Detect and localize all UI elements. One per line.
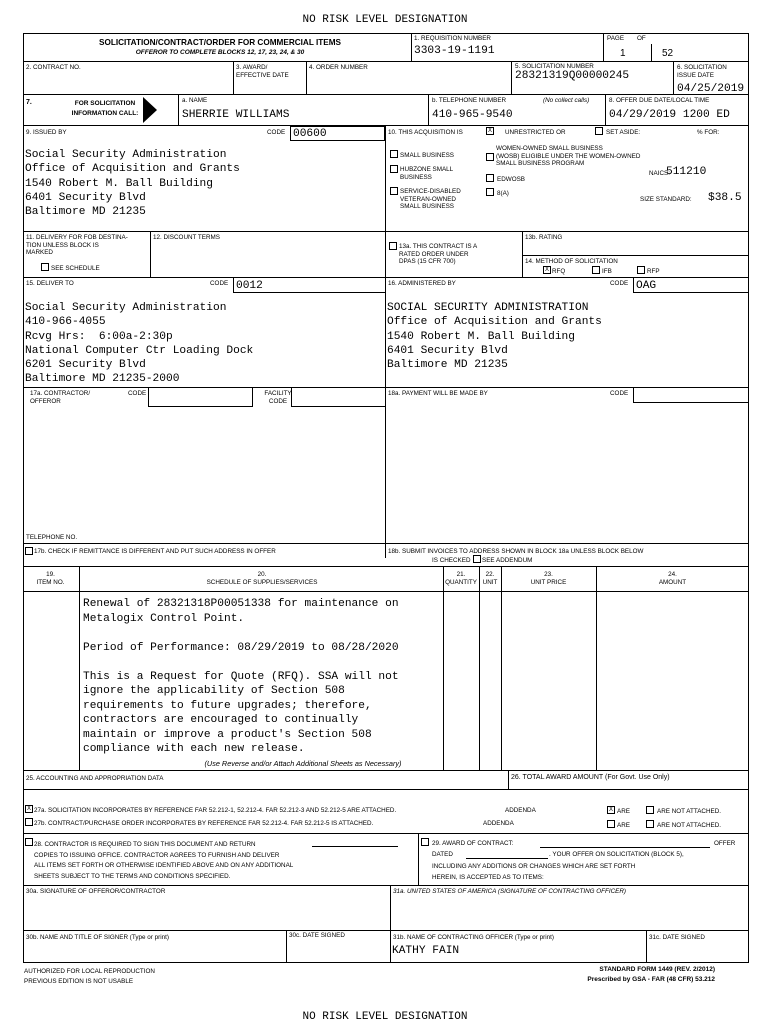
solicitation-date-label: 6. SOLICITATION ISSUE DATE (677, 64, 727, 79)
27b-addenda: ADDENDA (483, 820, 514, 827)
use-reverse-note: (Use Reverse and/or Attach Additional Sheets as Necessary) (204, 759, 402, 768)
administered-by-label: 16. ADMINISTERED BY (388, 280, 456, 287)
form-subtitle: OFFEROR TO COMPLETE BLOCKS 12, 17, 23, 24, & 30 (135, 49, 305, 56)
administered-by-address: SOCIAL SECURITY ADMINISTRATION Office of Acquisition and Grants 1540 Robert M. Ball Building 6401 Security Blvd Baltimore MD 21235 (387, 302, 602, 372)
31a-label: 31a. UNITED STATES OF AMERICA (SIGNATURE OF CONTRACTING OFFICER) (393, 888, 627, 895)
admin-code: OAG (636, 280, 657, 292)
27b-are-label: ARE (617, 822, 630, 829)
solicitation-number-label: 5. SOLICITATION NUMBER (515, 63, 594, 70)
see-addendum-checkbox[interactable] (473, 555, 481, 563)
size-standard: $38.5 (708, 192, 742, 204)
unrestricted-checkbox[interactable]: X (487, 128, 492, 134)
col-amount: 24. AMOUNT (658, 571, 687, 586)
issued-code-label: CODE (267, 129, 286, 136)
accounting-label: 25. ACCOUNTING AND APPROPRIATION DATA (26, 775, 164, 782)
arrow-right-icon (143, 97, 157, 123)
payment-code-label: CODE (610, 390, 629, 397)
hubzone-checkbox[interactable] (390, 165, 398, 173)
29-including: INCLUDING ANY ADDITIONS OR CHANGES WHICH ARE SET FORTH HEREIN, IS ACCEPTED AS TO ITEMS: (432, 863, 636, 881)
page-number: 1 (620, 48, 626, 59)
27b-are-checkbox[interactable] (607, 820, 615, 828)
remittance-label: 17b. CHECK IF REMITTANCE IS DIFFERENT AND PUT SUCH ADDRESS IN OFFER (34, 548, 276, 555)
see-schedule-checkbox[interactable] (41, 263, 49, 271)
schedule-description: Renewal of 28321318P00051338 for maintenance on Metalogix Control Point. Period of Performance: 08/29/2019 to 08/28/2020 This is a Request for Quote (RFQ). SSA will not ignore the applicability of Section 508 requirements to future upgrades; therefore, contractors are encouraged to continually maintain or improve a product's Section 508 compliance with each new release. (83, 598, 399, 755)
acquisition-label: 10. THIS ACQUISITION IS (388, 129, 463, 136)
27a-text: 27a. SOLICITATION INCORPORATES BY REFERENCE FAR 52.212-1, 52.212-4. FAR 52.212-3 AND 52.212-5 ARE ATTACHED. (34, 807, 397, 814)
edwosb-checkbox[interactable] (486, 174, 494, 182)
of-label: OF (637, 35, 646, 42)
sdvosb-label: SERVICE-DISABLED VETERAN-OWNED SMALL BUSINESS (400, 188, 461, 210)
admin-code-label: CODE (610, 280, 629, 287)
rfp-checkbox[interactable] (637, 266, 645, 274)
27a-are-checkbox[interactable]: X (608, 807, 613, 813)
contractor-code-label: CODE (128, 390, 147, 397)
contracting-officer-name: KATHY FAIN (392, 945, 460, 957)
8a-label: 8(A) (497, 190, 509, 197)
remittance-checkbox[interactable] (25, 547, 33, 555)
contact-name: SHERRIE WILLIAMS (182, 109, 290, 121)
31c-label: 31c. DATE SIGNED (649, 934, 705, 941)
contract-no-label: 2. CONTRACT NO. (26, 64, 81, 71)
deliver-code: 0012 (236, 280, 263, 292)
is-checked-label: IS CHECKED (432, 557, 471, 564)
authorization-note: AUTHORIZED FOR LOCAL REPRODUCTION PREVIOUS EDITION IS NOT USABLE (24, 968, 155, 985)
naics-code: 511210 (666, 166, 707, 178)
issued-code: 00600 (293, 128, 327, 140)
method-label: 14. METHOD OF SOLICITATION (525, 258, 618, 265)
unrestricted-label: UNRESTRICTED OR (505, 129, 566, 136)
no-collect-label: (No collect calls) (543, 97, 590, 104)
telephone-label: TELEPHONE NO. (26, 534, 78, 541)
submit-invoices-label: 18b. SUBMIT INVOICES TO ADDRESS SHOWN IN BLOCK 18a UNLESS BLOCK BELOW (388, 548, 644, 555)
offer-due-date: 04/29/2019 1200 ED (609, 109, 730, 121)
prescribed-by: Prescribed by GSA - FAR (48 CFR) 53.212 (587, 976, 715, 983)
requisition-label: 1. REQUISITION NUMBER (414, 35, 491, 42)
size-standard-label: SIZE STANDARD: (640, 196, 692, 203)
ifb-label: IFB (602, 268, 612, 275)
27b-are-not-label: ARE NOT ATTACHED. (657, 822, 722, 829)
requisition-number: 3303-19-1191 (414, 45, 495, 57)
27a-are-label: ARE (617, 808, 630, 815)
deliver-code-label: CODE (210, 280, 229, 287)
form-id: STANDARD FORM 1449 (REV. 2/2012) (599, 966, 715, 973)
sdvosb-checkbox[interactable] (390, 187, 398, 195)
issued-by-address: Social Security Administration Office of Acquisition and Grants 1540 Robert M. Ball Building 6401 Security Blvd Baltimore MD 21235 (25, 149, 240, 219)
rfp-label: RFP (647, 268, 660, 275)
see-addendum-label: SEE ADDENDUM (482, 557, 533, 564)
31b-label: 31b. NAME OF CONTRACTING OFFICER (Type or print) (393, 934, 554, 941)
ifb-checkbox[interactable] (592, 266, 600, 274)
deliver-to-address: Social Security Administration 410-966-4055 Rcvg Hrs: 6:00a-2:30p National Computer Ctr Loading Dock 6201 Security Blvd Baltimore MD 21235-2000 (25, 302, 254, 386)
col-item-no: 19. ITEM NO. (36, 571, 65, 586)
28-text: 28. CONTRACTOR IS REQUIRED TO SIGN THIS DOCUMENT AND RETURN COPIES TO ISSUING OFFICE. CONTRACTOR AGREES TO FURNISH AND DELIVER ALL ITEMS SET FORTH OR OTHERWISE IDENTIFIED ABOVE AND ON ANY ADDITIONAL SHEETS SUBJECT TO THE TERMS AND CONDITIONS SPECIFIED. (34, 841, 294, 880)
hubzone-label: HUBZONE SMALL BUSINESS (400, 166, 454, 181)
risk-designation-top: NO RISK LEVEL DESIGNATION (302, 14, 468, 26)
deliver-to-label: 15. DELIVER TO (26, 280, 74, 287)
29-your-offer: . YOUR OFFER ON SOLICITATION (BLOCK 5), (549, 851, 684, 858)
risk-designation-bottom: NO RISK LEVEL DESIGNATION (302, 1011, 468, 1023)
edwosb-label: EDWOSB (497, 176, 525, 183)
page-total: 52 (662, 48, 674, 59)
28-checkbox[interactable] (25, 838, 33, 846)
delivery-label: 11. DELIVERY FOR FOB DESTINA- TION UNLESS BLOCK IS MARKED (26, 234, 128, 256)
small-business-label: SMALL BUSINESS (400, 152, 455, 159)
30b-label: 30b. NAME AND TITLE OF SIGNER (Type or print) (26, 934, 170, 941)
page-label: PAGE (607, 35, 625, 42)
small-business-checkbox[interactable] (390, 150, 398, 158)
name-label: a. NAME (182, 97, 208, 104)
col-unit: 22. UNIT (482, 571, 498, 586)
order-number-label: 4. ORDER NUMBER (309, 64, 368, 71)
rated-order-checkbox[interactable] (389, 242, 397, 250)
phone-label: b. TELEPHONE NUMBER (432, 97, 507, 104)
info-call-label: FOR SOLICITATION INFORMATION CALL: (71, 100, 139, 117)
total-award-label: 26. TOTAL AWARD AMOUNT (For Govt. Use Only) (511, 774, 670, 781)
form-title: SOLICITATION/CONTRACT/ORDER FOR COMMERCIAL ITEMS (99, 38, 341, 47)
col-quantity: 21. QUANTITY (445, 571, 477, 586)
27a-addenda: ADDENDA (505, 807, 536, 814)
rated-order-label: 13a. THIS CONTRACT IS A RATED ORDER UNDER DPAS (15 CFR 700) (399, 243, 478, 265)
issued-by-label: 9. ISSUED BY (26, 129, 67, 136)
payment-label: 18a. PAYMENT WILL BE MADE BY (388, 390, 488, 397)
discount-terms-label: 12. DISCOUNT TERMS (153, 234, 220, 241)
29-award-label: 29. AWARD OF CONTRACT: (432, 840, 514, 847)
set-aside-checkbox[interactable] (595, 127, 603, 135)
rfq-label: RFQ (552, 268, 566, 275)
30c-label: 30c. DATE SIGNED (289, 932, 345, 939)
rfq-checkbox[interactable]: X (544, 267, 549, 273)
col-schedule: 20. SCHEDULE OF SUPPLIES/SERVICES (206, 571, 318, 586)
info-number: 7. (26, 99, 32, 106)
wosb-label: WOMEN-OWNED SMALL BUSINESS (WOSB) ELIGIBLE UNDER THE WOMEN-OWNED SMALL BUSINESS PROGRAM (496, 145, 641, 167)
set-aside-label: SET ASIDE: (606, 129, 641, 136)
27a-are-not-label: ARE NOT ATTACHED. (657, 808, 722, 815)
solicitation-date: 04/25/2019 (677, 83, 745, 95)
8a-checkbox[interactable] (486, 188, 494, 196)
27a-are-not-checkbox[interactable] (646, 806, 654, 814)
see-schedule-label: SEE SCHEDULE (51, 265, 100, 272)
27b-checkbox[interactable] (25, 818, 33, 826)
30a-label: 30a. SIGNATURE OF OFFEROR/CONTRACTOR (26, 888, 166, 895)
29-offer-label: OFFER (714, 840, 736, 847)
wosb-checkbox[interactable] (486, 153, 494, 161)
naics-label: NAICS: (649, 170, 670, 177)
facility-code-label: FACILITY CODE (264, 390, 292, 405)
contractor-label: 17a. CONTRACTOR/ OFFEROR (30, 390, 91, 405)
award-date-label: 3. AWARD/ EFFECTIVE DATE (236, 64, 289, 79)
contact-phone: 410-965-9540 (432, 109, 513, 121)
27b-are-not-checkbox[interactable] (646, 820, 654, 828)
percent-for-label: % FOR: (697, 129, 720, 136)
29-dated-label: DATED (432, 851, 453, 858)
solicitation-number: 28321319Q00000245 (515, 70, 630, 82)
offer-due-label: 8. OFFER DUE DATE/LOCAL TIME (609, 97, 710, 104)
col-unit-price: 23. UNIT PRICE (530, 571, 567, 586)
rating-label: 13b. RATING (525, 234, 563, 241)
29-checkbox[interactable] (421, 838, 429, 846)
27a-checkbox[interactable]: X (26, 806, 31, 812)
27b-text: 27b. CONTRACT/PURCHASE ORDER INCORPORATES BY REFERENCE FAR 52.212-4. FAR 52.212-5 IS ATTACHED. (34, 820, 374, 827)
